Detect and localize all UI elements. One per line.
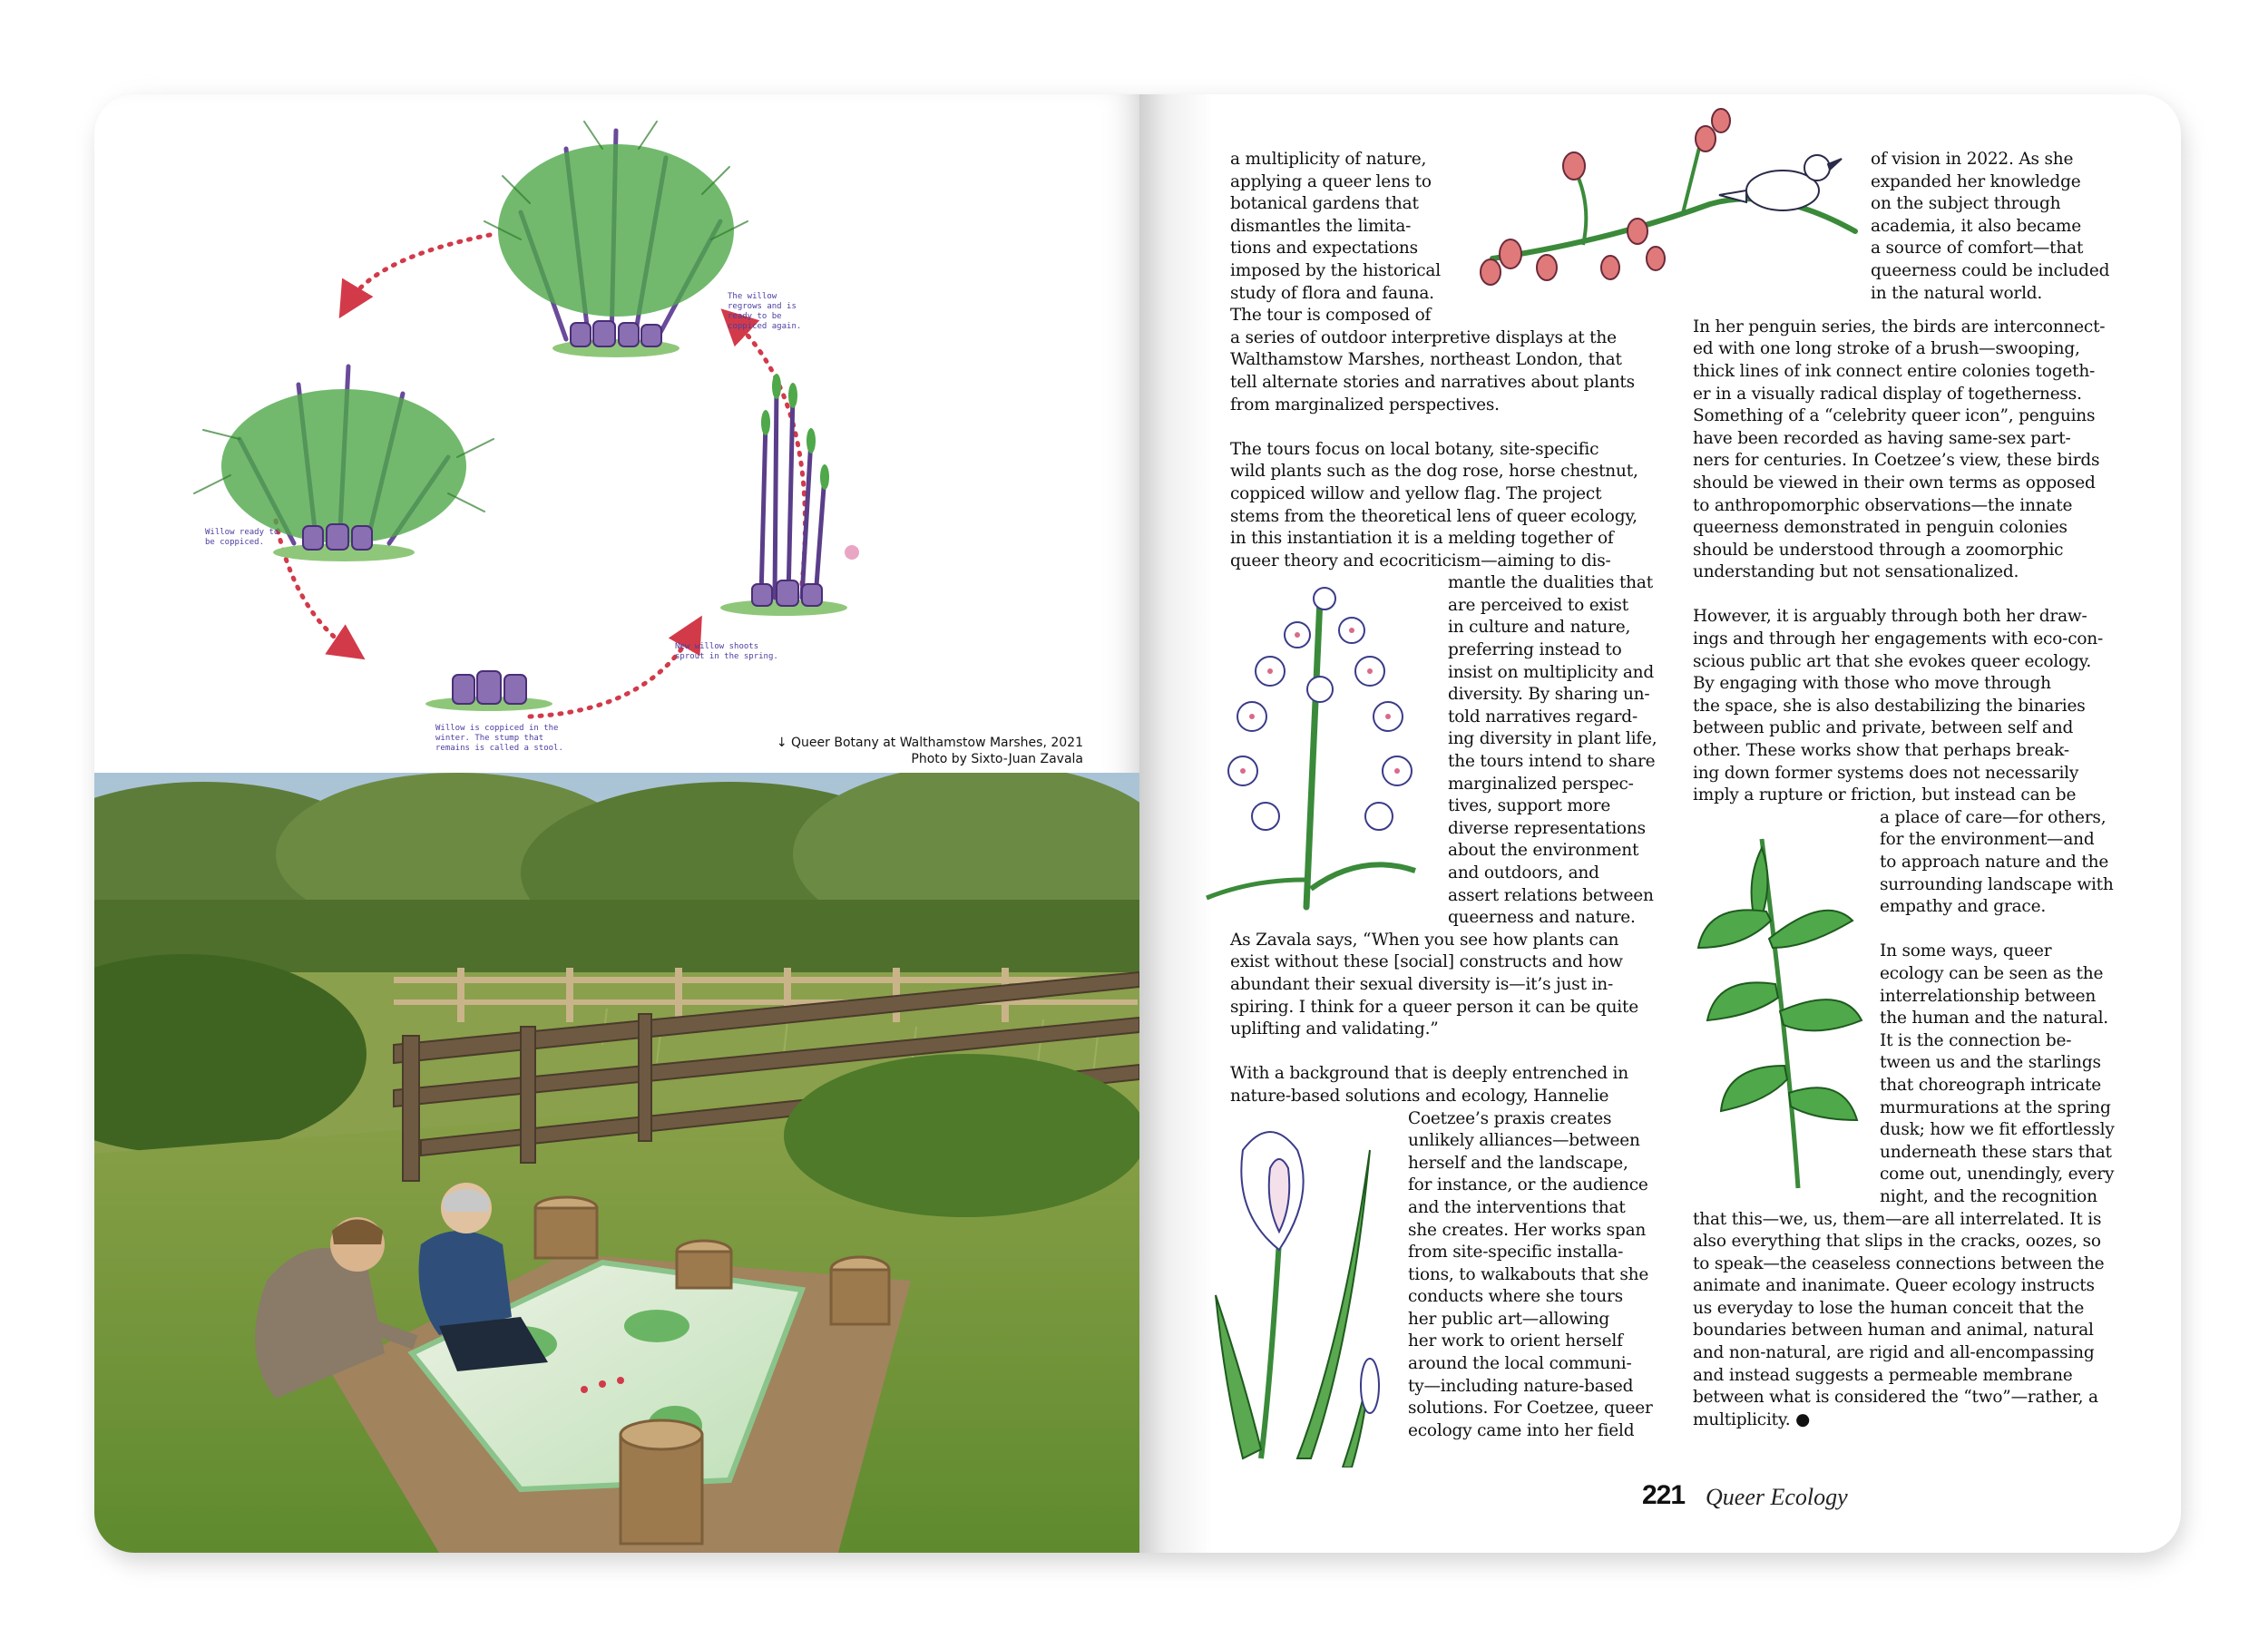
- text-line: tell alternate stories and narratives about plants: [1230, 372, 1635, 392]
- text-line: However, it is arguably through both her draw-: [1693, 607, 2087, 627]
- text-line: As Zavala says, “When you see how plants can: [1230, 930, 1619, 950]
- text-line: ecology came into her field: [1408, 1420, 1635, 1440]
- text-line: study of flora and fauna.: [1230, 283, 1434, 303]
- text-line: spiring. I think for a queer person it can be quite: [1230, 997, 1638, 1017]
- text-line: imply a rupture or friction, but instead can be: [1693, 785, 2077, 805]
- text-line: the space, she is also destabilizing the binaries: [1693, 696, 2086, 716]
- note-ready: Willow ready to be coppiced.: [205, 528, 279, 547]
- text-line: and outdoors, and: [1448, 863, 1599, 882]
- text-line: ecology can be seen as the: [1880, 963, 2104, 983]
- text-line: In some ways, queer: [1880, 941, 2052, 961]
- text-line: tween us and the starlings: [1880, 1053, 2101, 1073]
- text-line: the tours intend to share: [1448, 752, 1656, 772]
- col1-p2-wrap: [1448, 572, 1657, 930]
- text-line: queerness demonstrated in penguin colonies: [1693, 518, 2068, 538]
- text-line: from site-specific installa-: [1408, 1243, 1624, 1263]
- willow-shoots-right: [720, 374, 859, 616]
- text-line: solutions. For Coetzee, queer: [1408, 1399, 1653, 1419]
- text-line: Something of a “celebrity queer icon”, penguins: [1693, 406, 2096, 426]
- text-line: she creates. Her works span: [1408, 1220, 1647, 1240]
- arrow-top-to-left: [348, 235, 490, 303]
- text-line: come out, unendingly, every: [1880, 1165, 2115, 1185]
- text-line: told narratives regard-: [1448, 707, 1637, 726]
- text-line: er in a visually radical display of togetherness.: [1693, 384, 2082, 404]
- text-line: Coetzee’s praxis creates: [1408, 1108, 1612, 1128]
- text-line: preferring instead to: [1448, 640, 1622, 660]
- text-line: conducts where she tours: [1408, 1287, 1623, 1307]
- willow-full-top: [484, 122, 748, 357]
- text-line: to approach nature and the: [1880, 853, 2109, 872]
- text-line: stems from the theoretical lens of queer ecology,: [1230, 506, 1637, 526]
- text-line: In her penguin series, the birds are interconnect-: [1693, 317, 2106, 336]
- text-line: have been recorded as having same-sex part-: [1693, 428, 2071, 448]
- text-line: between what is considered the “two”—rather, a: [1693, 1388, 2098, 1408]
- text-line: mantle the dualities that: [1448, 573, 1653, 593]
- text-line: that this—we, us, them—are all interrelated. It is: [1693, 1209, 2102, 1229]
- text-line: for the environment—and: [1880, 830, 2095, 850]
- text-line: animate and inanimate. Queer ecology instructs: [1693, 1276, 2095, 1296]
- col1-p1-full: [1230, 327, 1657, 416]
- text-line: a multiplicity of nature,: [1230, 150, 1427, 169]
- text-line: murmurations at the spring: [1880, 1097, 2111, 1117]
- text-line: unlikely alliances—between: [1408, 1131, 1640, 1151]
- col1-p3-wrap: [1408, 1108, 1657, 1443]
- text-line: queer theory and ecocriticism—aiming to dis-: [1230, 551, 1611, 570]
- col1-p2-end: [1230, 930, 1657, 1041]
- note-shoots: New willow shoots sprout in the spring.: [675, 642, 778, 661]
- text-line: tions and expectations: [1230, 239, 1418, 258]
- text-line: that choreograph intricate: [1880, 1075, 2101, 1095]
- text-line: in culture and nature,: [1448, 618, 1631, 638]
- caption-credit: Photo by Sixto-Juan Zavala: [911, 752, 1083, 766]
- text-line: ing down former systems does not necessarily: [1693, 763, 2079, 783]
- text-line: around the local communi-: [1408, 1354, 1632, 1374]
- text-line: expanded her knowledge: [1871, 171, 2081, 191]
- text-line: from marginalized perspectives.: [1230, 395, 1500, 414]
- text-line: a place of care—for others,: [1880, 807, 2107, 827]
- text-line: a series of outdoor interpretive displays at the: [1230, 327, 1617, 347]
- text-line: tions, to walkabouts that she: [1408, 1264, 1649, 1284]
- text-line: about the environment: [1448, 841, 1639, 861]
- text-line: dismantles the limita-: [1230, 216, 1412, 236]
- text-line: By engaging with those who move through: [1693, 674, 2051, 694]
- text-line: should be viewed in their own terms as opposed: [1693, 473, 2096, 492]
- col2-p3-full: [1693, 606, 2115, 806]
- text-line: between public and private, between self and: [1693, 718, 2074, 738]
- text-line: Walthamstow Marshes, northeast London, that: [1230, 350, 1622, 370]
- text-line: uplifting and validating.”: [1230, 1019, 1439, 1039]
- photo-marshes: [94, 773, 1139, 1553]
- text-line: surrounding landscape with: [1880, 874, 2114, 894]
- text-line: also everything that slips in the cracks, oozes, so: [1693, 1232, 2101, 1252]
- text-line: and non-natural, are rigid and all-encompassing: [1693, 1343, 2095, 1363]
- left-page: [94, 94, 1139, 1553]
- text-line: ty—including nature-based: [1408, 1376, 1634, 1396]
- text-line: tives, support more: [1448, 796, 1611, 816]
- text-line: exist without these [social] constructs and how: [1230, 952, 1623, 972]
- col2-p3-wrap: [1880, 807, 2115, 919]
- text-line: and the interventions that: [1408, 1197, 1626, 1217]
- text-line: ing diversity in plant life,: [1448, 729, 1657, 749]
- text-line: diverse representations: [1448, 818, 1646, 838]
- text-column-1: [1230, 149, 1657, 1442]
- text-line: to anthropomorphic observations—the innate: [1693, 495, 2073, 515]
- caption-title: ↓ Queer Botany at Walthamstow Marshes, 2021: [776, 736, 1083, 750]
- text-line: on the subject through: [1871, 194, 2061, 214]
- text-line: imposed by the historical: [1230, 260, 1441, 280]
- text-line: assert relations between: [1448, 885, 1654, 905]
- text-line: her public art—allowing: [1408, 1309, 1609, 1329]
- text-line: queerness and nature.: [1448, 908, 1636, 928]
- photo-caption: [777, 735, 1083, 767]
- text-line: dusk; how we fit effortlessly: [1880, 1120, 2115, 1140]
- text-line: underneath these stars that: [1880, 1142, 2112, 1162]
- text-line: academia, it also became: [1871, 216, 2082, 236]
- text-line: herself and the landscape,: [1408, 1153, 1628, 1173]
- text-line: us everyday to lose the human conceit that the: [1693, 1298, 2085, 1318]
- col2-p4-full: [1693, 1209, 2115, 1432]
- text-line: scious public art that she evokes queer ecology.: [1693, 651, 2092, 671]
- text-line: With a background that is deeply entrenched in: [1230, 1064, 1628, 1084]
- text-line: other. These works show that perhaps break-: [1693, 741, 2069, 761]
- text-line: should be understood through a zoomorphic: [1693, 540, 2064, 560]
- note-regrow: The willow regrows and is ready to be coppiced again.: [728, 292, 802, 331]
- text-line: are perceived to exist: [1448, 595, 1628, 615]
- text-line: the human and the natural.: [1880, 1009, 2108, 1029]
- text-line: diversity. By sharing un-: [1448, 685, 1650, 705]
- text-line: understanding but not sensationalized.: [1693, 562, 2019, 582]
- text-line: and instead suggests a permeable membrane: [1693, 1365, 2073, 1385]
- text-line: marginalized perspec-: [1448, 774, 1634, 794]
- text-line: in this instantiation it is a melding together of: [1230, 529, 1614, 549]
- text-line: The tour is composed of: [1230, 306, 1432, 326]
- text-line: applying a queer lens to: [1230, 171, 1432, 191]
- col2-p4-wrap: [1880, 941, 2115, 1208]
- col1-p1-wrap: [1230, 149, 1657, 327]
- text-line: coppiced willow and yellow flag. The project: [1230, 483, 1602, 503]
- text-line: in the natural world.: [1871, 283, 2043, 303]
- text-line: for instance, or the audience: [1408, 1175, 1648, 1195]
- text-line: multiplicity. ●: [1693, 1409, 1811, 1429]
- text-line: thick lines of ink connect entire colonies togeth-: [1693, 361, 2096, 381]
- text-line: her work to orient herself: [1408, 1331, 1623, 1351]
- text-line: of vision in 2022. As she: [1871, 150, 2074, 169]
- text-line: empathy and grace.: [1880, 897, 2047, 917]
- text-line: nature-based solutions and ecology, Hannelie: [1230, 1086, 1609, 1106]
- col2-p2: [1693, 317, 2115, 584]
- note-coppiced: Willow is coppiced in the winter. The stump that remains is called a stool.: [435, 724, 563, 753]
- text-line: abundant their sexual diversity is—it’s just in-: [1230, 974, 1613, 994]
- text-line: a source of comfort—that: [1871, 239, 2084, 258]
- text-line: The tours focus on local botany, site-specific: [1230, 439, 1599, 459]
- text-line: night, and the recognition: [1880, 1186, 2097, 1206]
- section-title: Queer Ecology: [1706, 1484, 1848, 1510]
- col1-p3-full: [1230, 1063, 1657, 1107]
- col2-p1-wrap: [1871, 149, 2115, 305]
- text-line: It is the connection be-: [1880, 1030, 2072, 1050]
- text-line: botanical gardens that: [1230, 194, 1419, 214]
- arrow-bottom-to-right: [530, 631, 693, 717]
- text-line: to speak—the ceaseless connections between the: [1693, 1253, 2105, 1273]
- text-line: queerness could be included: [1871, 260, 2110, 280]
- willow-coppicing-diagram: [94, 94, 1139, 773]
- text-line: wild plants such as the dog rose, horse chestnut,: [1230, 462, 1638, 482]
- text-column-2: [1693, 149, 2115, 1431]
- text-line: insist on multiplicity and: [1448, 662, 1655, 682]
- text-line: ed with one long stroke of a brush—swooping,: [1693, 339, 2080, 359]
- willow-stools-bottom: [425, 671, 552, 711]
- text-line: interrelationship between: [1880, 986, 2097, 1006]
- text-line: ings and through her engagements with eco-con-: [1693, 629, 2104, 649]
- col1-p2-full: [1230, 439, 1657, 573]
- page-number: 221: [1642, 1480, 1686, 1510]
- arrow-right-to-top: [734, 321, 805, 584]
- text-line: ners for centuries. In Coetzee’s view, these birds: [1693, 451, 2100, 471]
- text-line: boundaries between human and animal, natural: [1693, 1321, 2094, 1341]
